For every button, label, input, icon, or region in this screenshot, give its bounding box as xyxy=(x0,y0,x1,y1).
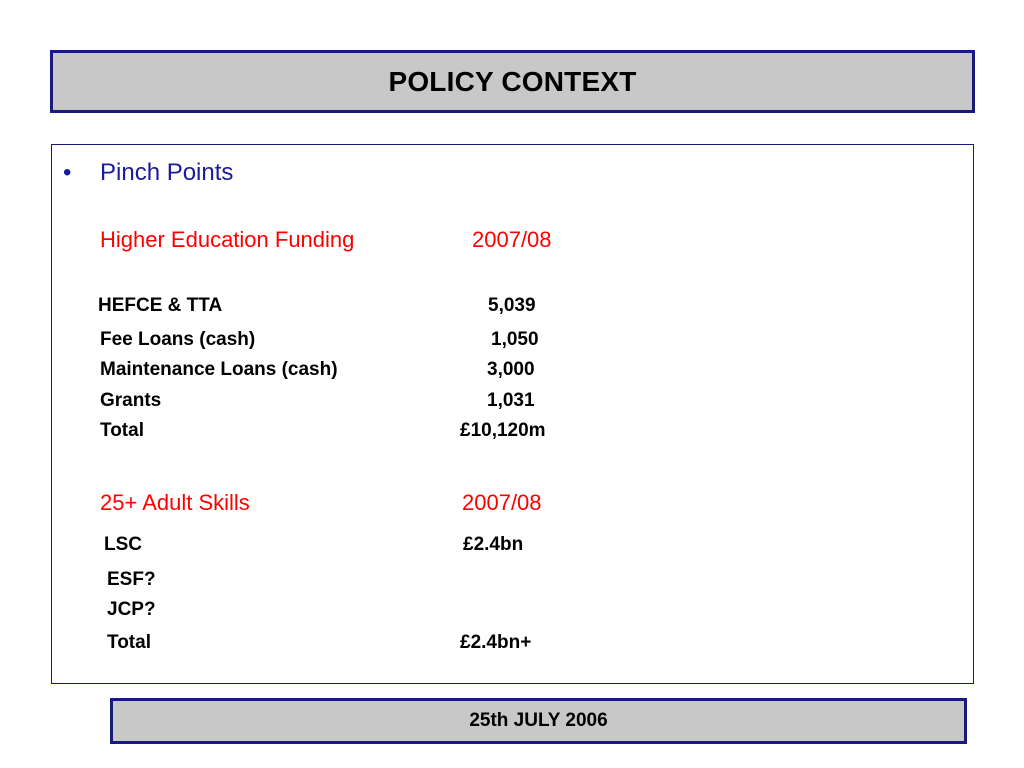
table-row-value: £2.4bn xyxy=(463,534,524,555)
content-panel xyxy=(51,144,974,684)
table-row-label: Maintenance Loans (cash) xyxy=(100,359,338,380)
table-row-label: JCP? xyxy=(107,599,156,620)
he-funding-heading: Higher Education Funding xyxy=(100,227,355,252)
table-row-value: 1,031 xyxy=(487,390,535,411)
adult-skills-year: 2007/08 xyxy=(462,490,542,515)
table-row-label: Fee Loans (cash) xyxy=(100,329,256,350)
table-row-value: 3,000 xyxy=(487,359,535,380)
table-row-value: £2.4bn+ xyxy=(460,632,532,653)
footer-date: 25th JULY 2006 xyxy=(469,710,608,731)
title-banner xyxy=(50,50,975,113)
table-row-value: 1,050 xyxy=(491,329,539,350)
table-row-value: 5,039 xyxy=(488,295,536,316)
adult-skills-heading: 25+ Adult Skills xyxy=(100,490,250,515)
slide-title: POLICY CONTEXT xyxy=(388,65,637,97)
he-funding-year: 2007/08 xyxy=(472,227,552,252)
bullet-pinch-points: Pinch Points xyxy=(100,159,234,186)
table-row-value: £10,120m xyxy=(460,420,546,441)
table-row-label: Total xyxy=(100,420,144,441)
table-row-label: Total xyxy=(107,632,151,653)
bullet-marker: • xyxy=(63,159,72,186)
table-row-label: LSC xyxy=(104,534,142,555)
table-row-label: ESF? xyxy=(107,569,156,590)
table-row-label: HEFCE & TTA xyxy=(98,295,223,316)
footer-banner xyxy=(110,698,967,744)
table-row-label: Grants xyxy=(100,390,162,411)
